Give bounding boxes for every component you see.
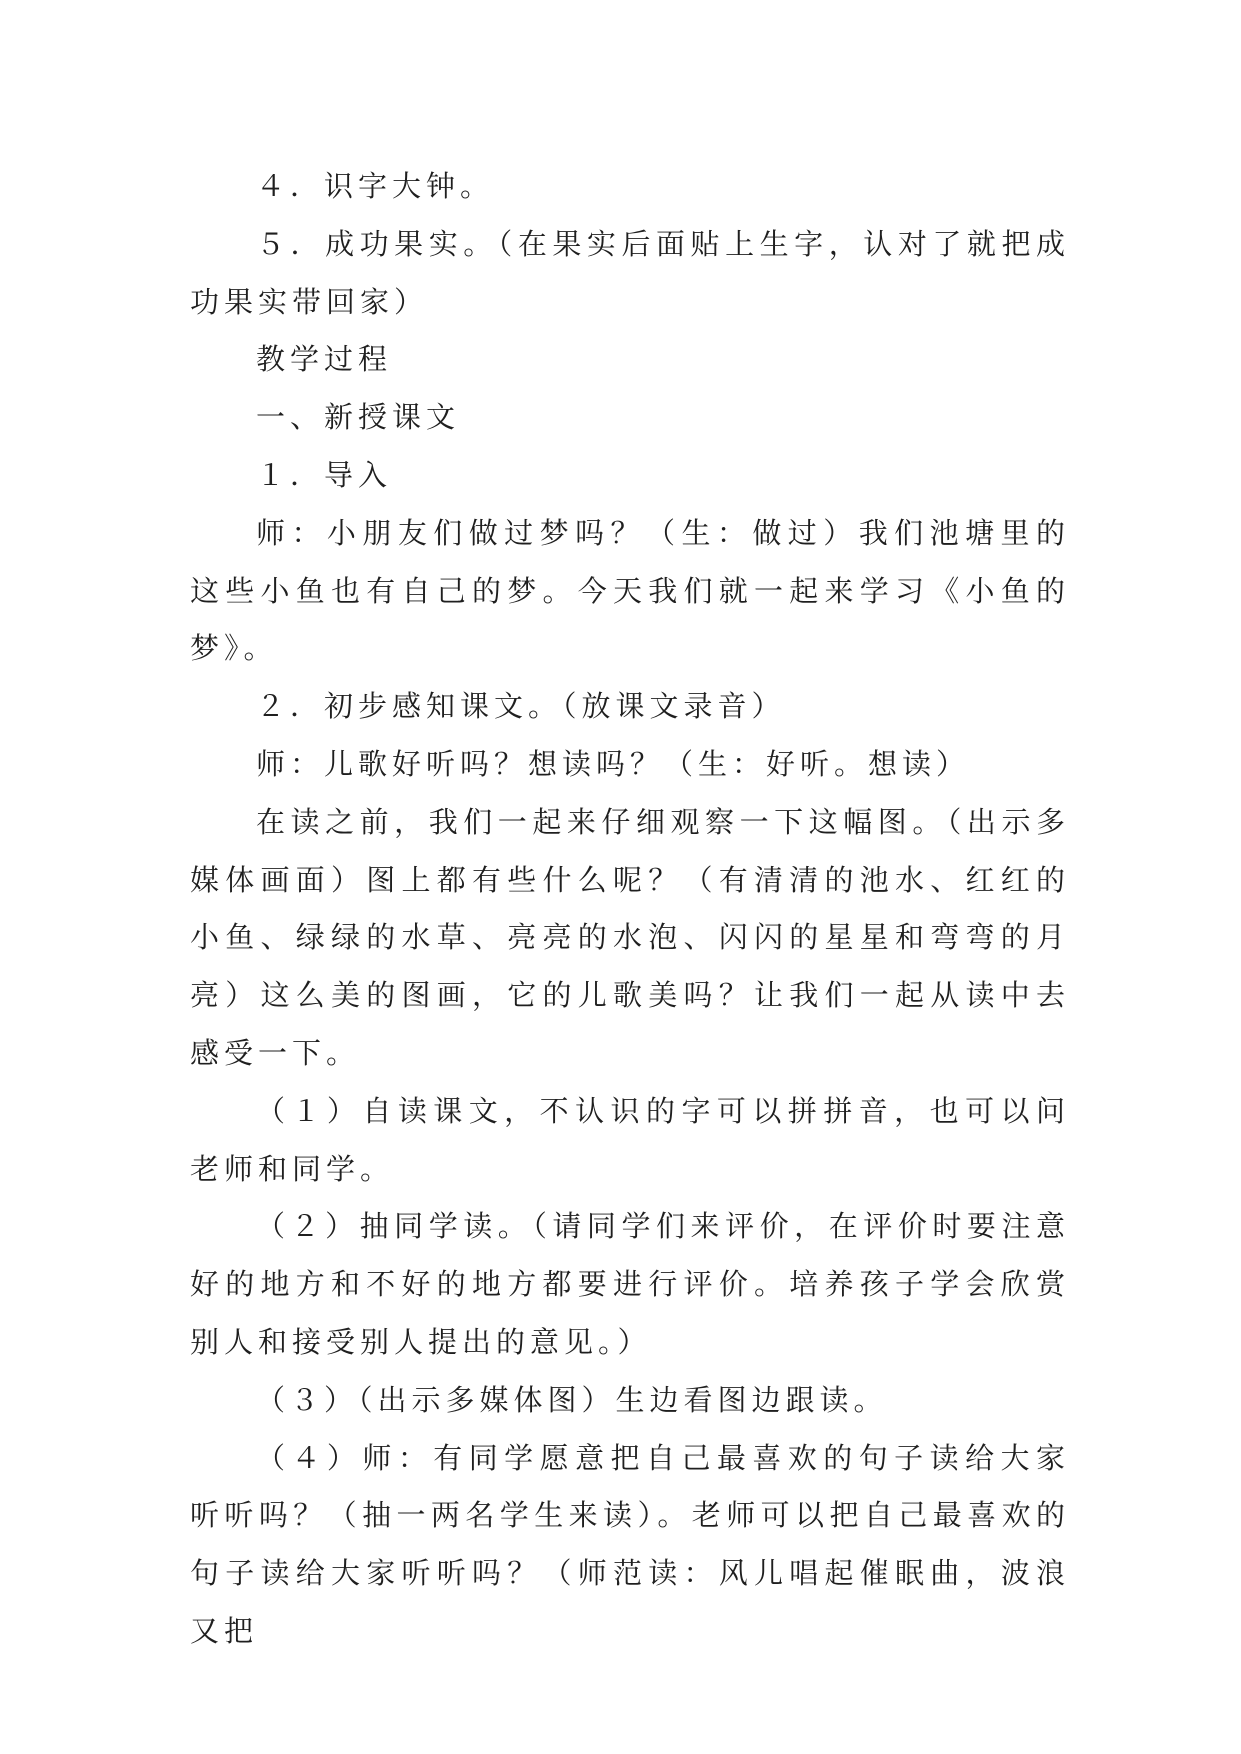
- paragraph-step-1: （１）自读课文，不认识的字可以拼拼音，也可以问老师和同学。: [190, 1093, 1070, 1186]
- paragraph-step-2: （２）抽同学读。（请同学们来评价，在评价时要注意好的地方和不好的地方都要进行评价。培养孩子学会欣赏别人和接受别人提出的意见。）: [190, 1209, 1070, 1359]
- section-heading-teaching-process: 教学过程: [256, 342, 393, 377]
- paragraph-item-5: ５．成功果实。（在果实后面贴上生字，认对了就把成功果实带回家）: [190, 226, 1070, 319]
- paragraph-teacher-dream: 师：小朋友们做过梦吗？（生：做过）我们池塘里的这些小鱼也有自己的梦。今天我们就一起来学习《小鱼的梦》。: [190, 515, 1070, 666]
- section-heading-new-lesson: 一、新授课文: [256, 400, 461, 435]
- paragraph-observe-picture: 在读之前，我们一起来仔细观察一下这幅图。（出示多媒体画面）图上都有些什么呢？（有清清的池水、红红的小鱼、绿绿的水草、亮亮的水泡、闪闪的星星和弯弯的月亮）这么美的图画，它的儿歌美吗？让我们一起从读中去感受一下。: [190, 804, 1070, 1070]
- subheading-initial-perception: ２．初步感知课文。（放课文录音）: [256, 689, 786, 724]
- paragraph-step-4: （４）师：有同学愿意把自己最喜欢的句子读给大家听听吗？（抽一两名学生来读）。老师可以把自己最喜欢的句子读给大家听听吗？（师范读：风儿唱起催眠曲，波浪又把: [190, 1440, 1070, 1648]
- paragraph-teacher-song: 师：儿歌好听吗？想读吗？（生：好听。想读）: [256, 746, 971, 781]
- paragraph-step-3: （３）（出示多媒体图）生边看图边跟读。: [256, 1382, 888, 1417]
- paragraph-item-4: ４．识字大钟。: [256, 169, 495, 203]
- subheading-introduction: １．导入: [256, 457, 393, 492]
- document-page: [190, 158, 1070, 1661]
